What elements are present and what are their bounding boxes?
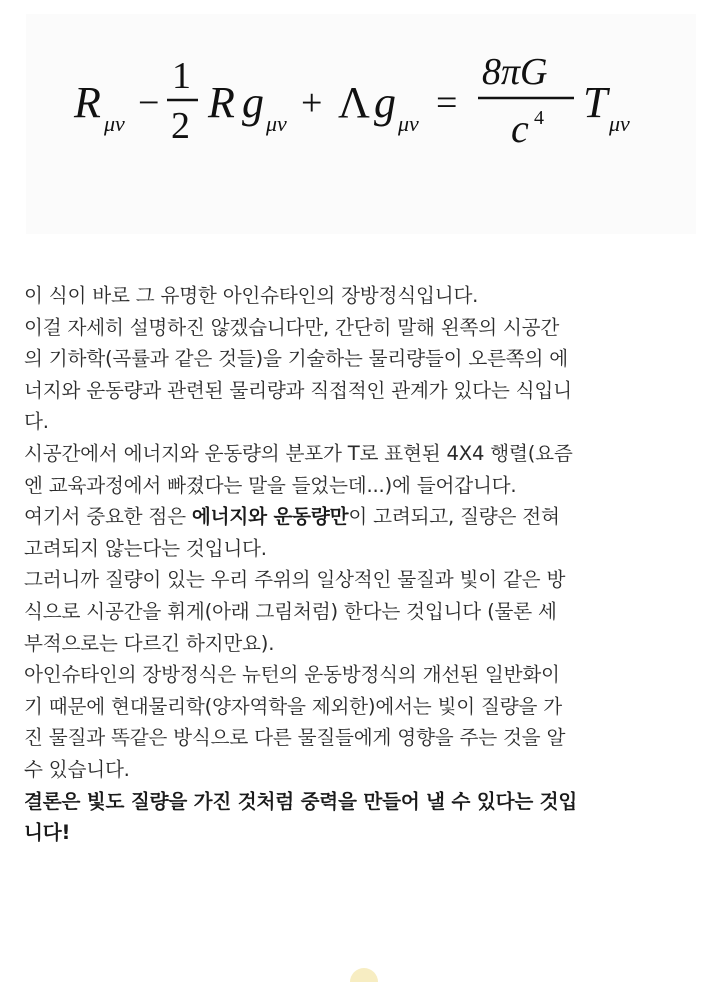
paragraph-line: 고려되지 않는다는 것입니다. (24, 536, 267, 560)
conclusion-line: 니다! (24, 821, 71, 845)
eq-equals: = (436, 82, 458, 124)
paragraph-line: 아인슈타인의 장방정식은 뉴턴의 운동방정식의 개선된 일반화이 (24, 663, 560, 687)
eq-sub-2: μν (266, 111, 287, 136)
paragraph-line: 의 기하학(곡률과 같은 것들)을 기술하는 물리량들이 오른쪽의 에 (24, 347, 569, 371)
paragraph-line: 이 식이 바로 그 유명한 아인슈타인의 장방정식입니다. (24, 284, 479, 307)
einstein-field-equation (26, 14, 696, 234)
paragraph-line: 너지와 운동량과 관련된 물리량과 직접적인 관계가 있다는 식입니 (24, 378, 572, 402)
eq-lambda: Λ (338, 78, 370, 127)
equation-image (26, 14, 696, 234)
importance-line (24, 501, 704, 533)
eq-g2: g (374, 78, 396, 127)
partial-image-edge (350, 968, 378, 982)
paragraph-line: 수 있습니다. (24, 757, 130, 781)
importance-emphasis: 에너지와 운동량만 (191, 505, 349, 529)
eq-R2: R (208, 78, 235, 127)
eq-exponent: 4 (534, 107, 544, 129)
eq-one: 1 (172, 55, 191, 97)
eq-R: R (74, 78, 101, 127)
eq-sub-4: μν (609, 111, 630, 136)
paragraph-line: 기 때문에 현대물리학(양자역학을 제외한)에서는 빛이 질량을 가 (24, 694, 562, 718)
conclusion-line: 결론은 빛도 질량을 가진 것처럼 중력을 만들어 낼 수 있다는 것입 (24, 789, 578, 813)
eq-minus: − (138, 82, 160, 124)
importance-text-before: 여기서 중요한 점은 (24, 505, 192, 529)
paragraph-line: 부적으로는 다르긴 하지만요). (24, 631, 275, 655)
paragraph-line: 다. (24, 410, 49, 434)
eq-g1: g (242, 78, 264, 127)
paragraph-line: 이걸 자세히 설명하진 않겠습니다만, 간단히 말해 왼쪽의 시공간 (24, 315, 560, 339)
eq-plus: + (301, 82, 323, 124)
eq-numerator: 8πG (482, 51, 548, 93)
article-body (24, 280, 704, 849)
paragraph-line: 그러니까 질량이 있는 우리 주위의 일상적인 물질과 빛이 같은 방 (24, 568, 566, 592)
importance-text-after: 이 고려되고, 질량은 전혀 (348, 505, 560, 529)
eq-sub-1: μν (104, 111, 125, 136)
paragraph-line: 진 물질과 똑같은 방식으로 다른 물질들에게 영향을 주는 것을 알 (24, 726, 566, 750)
eq-two: 2 (171, 105, 190, 147)
eq-sub-3: μν (398, 111, 419, 136)
eq-c: c (511, 106, 529, 151)
paragraph-line: 식으로 시공간을 휘게(아래 그림처럼) 한다는 것입니다 (물론 세 (24, 599, 557, 623)
eq-T: T (583, 78, 608, 127)
paragraph-line: 엔 교육과정에서 빠졌다는 말을 들었는데...)에 들어갑니다. (24, 473, 517, 497)
paragraph-line: 시공간에서 에너지와 운동량의 분포가 T로 표현된 4X4 행렬(요즘 (24, 441, 573, 465)
